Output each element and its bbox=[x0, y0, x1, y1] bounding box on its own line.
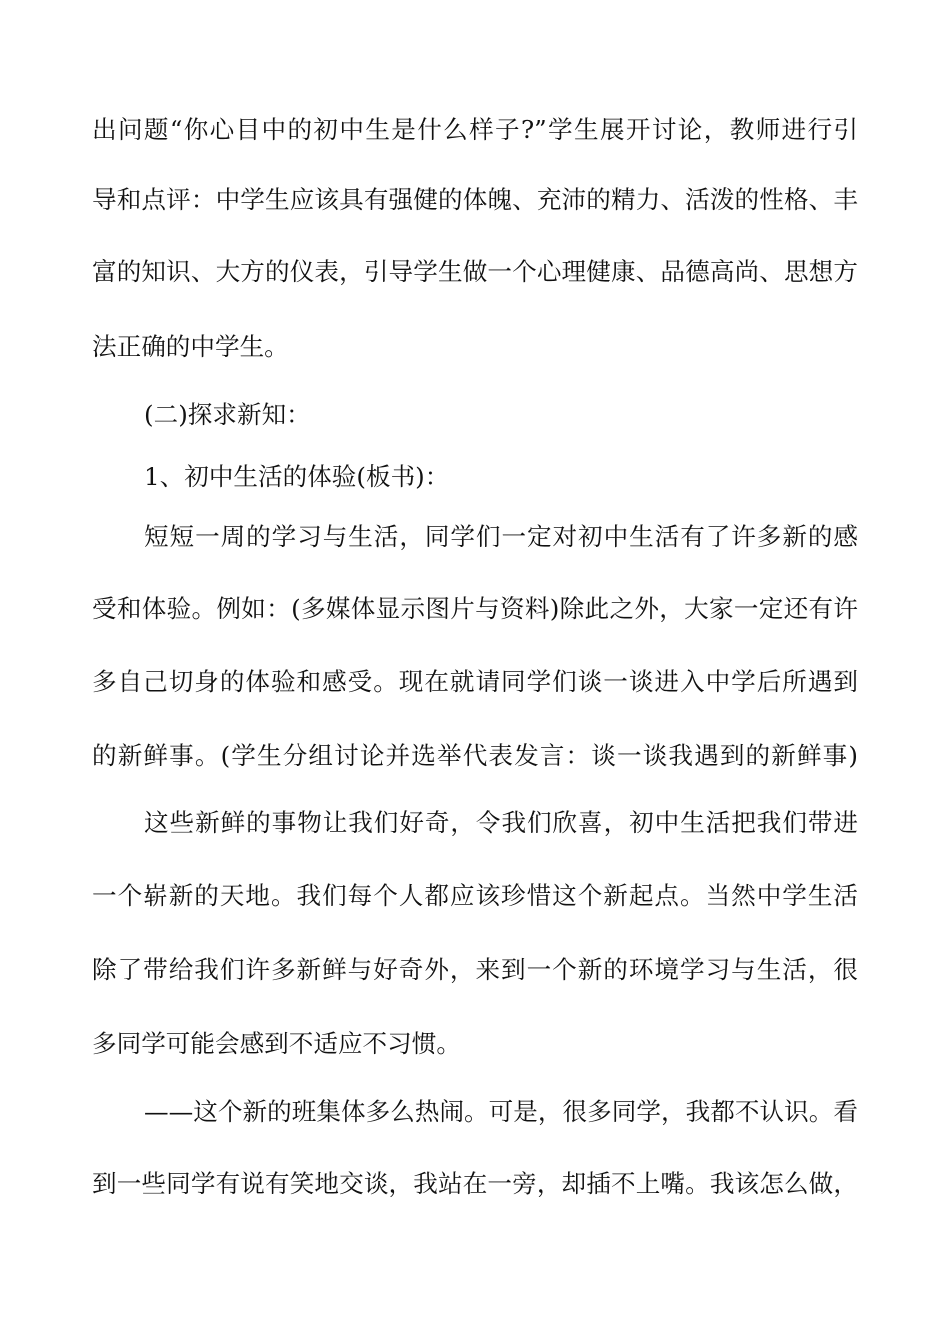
text-line: 一个崭新的天地。我们每个人都应该珍惜这个新起点。当然中学生活 bbox=[92, 881, 858, 910]
text-line: 多自己切身的体验和感受。现在就请同学们谈一谈进入中学后所遇到 bbox=[92, 667, 858, 696]
text-line: 法正确的中学生。 bbox=[92, 332, 289, 361]
text-line: ——这个新的班集体多么热闹。可是，很多同学，我都不认识。看 bbox=[144, 1097, 858, 1126]
text-line: 出问题“你心目中的初中生是什么样子?”学生展开讨论，教师进行引 bbox=[92, 115, 858, 144]
text-line: 富的知识、大方的仪表，引导学生做一个心理健康、品德高尚、思想方 bbox=[92, 257, 858, 286]
text-line: 的新鲜事。(学生分组讨论并选举代表发言：谈一谈我遇到的新鲜事) bbox=[92, 741, 858, 770]
text-line: 受和体验。例如：(多媒体显示图片与资料)除此之外，大家一定还有许 bbox=[92, 594, 858, 623]
section-heading: (二)探求新知： bbox=[144, 400, 311, 429]
text-line: 短短一周的学习与生活，同学们一定对初中生活有了许多新的感 bbox=[144, 522, 858, 551]
subsection-heading: 1、初中生活的体验(板书)： bbox=[144, 462, 450, 491]
text-line: 导和点评：中学生应该具有强健的体魄、充沛的精力、活泼的性格、丰 bbox=[92, 185, 858, 214]
text-line: 多同学可能会感到不适应不习惯。 bbox=[92, 1029, 461, 1058]
text-line: 到一些同学有说有笑地交谈，我站在一旁，却插不上嘴。我该怎么做， bbox=[92, 1169, 858, 1198]
text-line: 除了带给我们许多新鲜与好奇外，来到一个新的环境学习与生活，很 bbox=[92, 955, 858, 984]
text-line: 这些新鲜的事物让我们好奇，令我们欣喜，初中生活把我们带进 bbox=[144, 808, 858, 837]
